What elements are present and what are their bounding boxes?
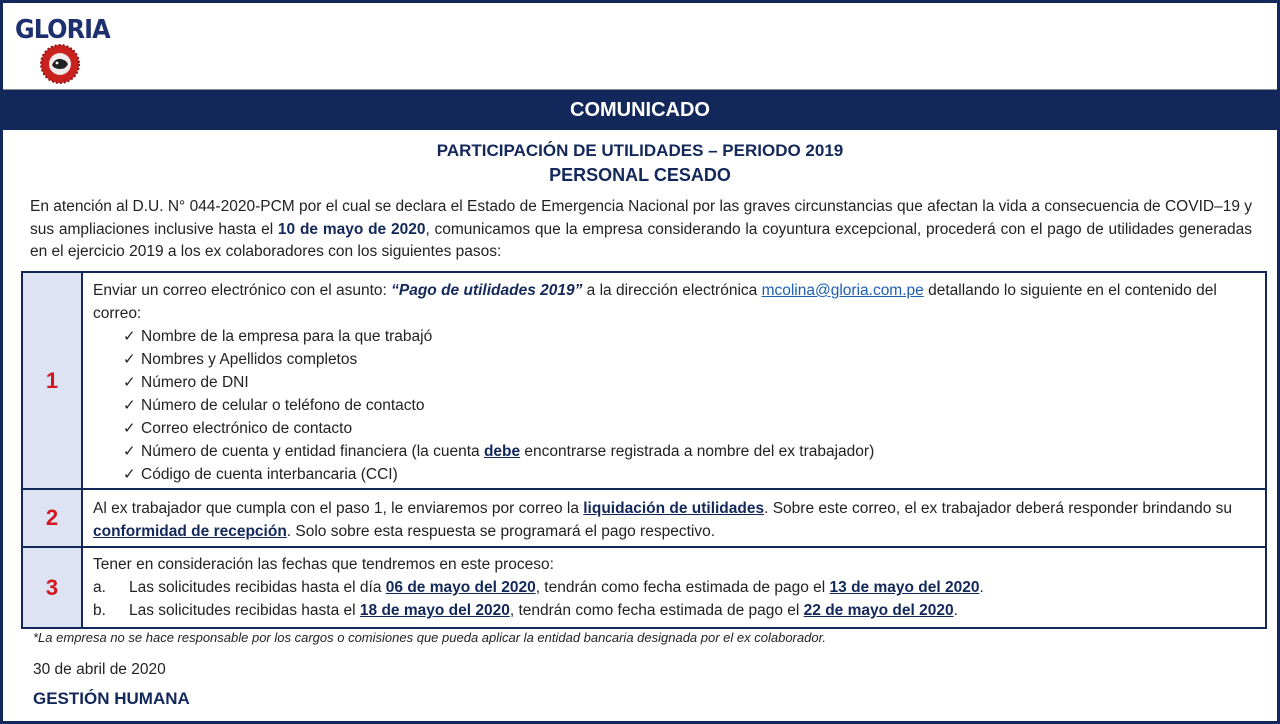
received-date: 18 de mayo del 2020 (359, 602, 510, 619)
check-icon: ✓ (123, 466, 136, 483)
heading-line-1: PARTICIPACIÓN DE UTILIDADES – PERIODO 2019 (436, 141, 844, 160)
date-item-b (93, 599, 1251, 622)
checklist-text: Número de celular o teléfono de contacto (141, 397, 425, 414)
item-text (129, 599, 958, 622)
check-icon: ✓ (123, 351, 136, 368)
step-number: 3 (23, 548, 83, 627)
email-subject: “Pago de utilidades 2019” (391, 282, 583, 299)
step-number: 1 (23, 273, 83, 488)
check-icon: ✓ (123, 397, 136, 414)
payment-date: 13 de mayo del 2020 (829, 579, 980, 596)
cow-seal-icon (39, 43, 81, 85)
step-2-text-a: Al ex trabajador que cumpla con el paso 1, le enviaremos por correo la (93, 500, 584, 517)
heading-line-2: PERSONAL CESADO (549, 165, 731, 185)
item-text-c: . (953, 602, 958, 619)
step-1-text-b: a la dirección electrónica (582, 282, 762, 299)
step-2-text-b: . Sobre este correo, el ex trabajador deberá responder brindando su (764, 500, 1232, 517)
payment-date: 22 de mayo del 2020 (803, 602, 954, 619)
emphasis-debe: debe (483, 443, 521, 460)
checklist-text: Nombres y Apellidos completos (141, 351, 358, 368)
step-number: 2 (23, 490, 83, 546)
checklist-item (123, 417, 1251, 440)
check-icon: ✓ (123, 374, 136, 391)
step-1-text-a: Enviar un correo electrónico con el asunto: (93, 282, 392, 299)
check-icon: ✓ (123, 420, 136, 437)
checklist (93, 325, 1251, 486)
step-1-instruction (93, 279, 1251, 325)
liquidation-emphasis: liquidación de utilidades (583, 500, 765, 517)
disclaimer-footnote: *La empresa no se hace responsable por los cargos o comisiones que pueda aplicar la entidad bancaria designada por el ex colaborador. (33, 630, 827, 645)
step-3-intro: Tener en consideración las fechas que tendremos en este proceso: (93, 556, 554, 573)
checklist-item (123, 325, 1251, 348)
item-letter: a. (93, 579, 106, 596)
check-icon: ✓ (123, 443, 136, 460)
intro-text-1: En atención al D.U. N° 044-2020-PCM por el cual se declara el Estado de Emergencia Nacional por las graves circunstancias que afectan la vida a consecuencia de COVID–19 y sus ampliaciones inclusive hasta el (30, 198, 1252, 238)
item-text-b: , tendrán como fecha estimada de pago el (535, 579, 830, 596)
step-row-3 (23, 548, 1265, 627)
step-content (83, 273, 1265, 488)
step-1-text-c: detallando lo siguiente en el contenido del correo: (93, 282, 1217, 322)
email-link[interactable]: mcolina@gloria.com.pe (761, 282, 924, 299)
banner (3, 90, 1277, 130)
gloria-logo (13, 15, 113, 87)
item-text-b: , tendrán como fecha estimada de pago el (509, 602, 804, 619)
checklist-text: Nombre de la empresa para la que trabajó (141, 328, 433, 345)
conformity-emphasis: conformidad de recepción (93, 523, 287, 540)
checklist-item (123, 394, 1251, 417)
checklist-text: Número de cuenta y entidad financiera (la cuenta (141, 443, 484, 460)
step-row-2 (23, 490, 1265, 548)
item-text-c: . (979, 579, 984, 596)
checklist-text: Correo electrónico de contacto (141, 420, 353, 437)
intro-text-2: , comunicamos que la empresa considerando la coyuntura excepcional, procederá con el pago de utilidades generadas en el ejercicio 2019 a los ex colaboradores con los siguientes pasos: (30, 220, 1252, 260)
item-letter: b. (93, 602, 106, 619)
check-icon: ✓ (123, 328, 136, 345)
checklist-item (123, 348, 1251, 371)
checklist-text: Número de DNI (141, 374, 249, 391)
checklist-item (123, 440, 1251, 463)
logo-wordmark: GLORIA (15, 15, 110, 45)
steps-table (21, 271, 1267, 629)
step-content (83, 548, 1265, 627)
step-2-text-c: . Solo sobre esta respuesta se programará el pago respectivo. (286, 523, 716, 540)
checklist-item (123, 463, 1251, 486)
checklist-item (123, 371, 1251, 394)
item-text-a: Las solicitudes recibidas hasta el (129, 602, 360, 619)
banner-title: COMUNICADO (570, 99, 710, 121)
step-content (83, 490, 1265, 546)
checklist-text: Código de cuenta interbancaria (CCI) (141, 466, 398, 483)
step-row-1 (23, 273, 1265, 490)
item-text-a: Las solicitudes recibidas hasta el día (129, 579, 386, 596)
item-text (129, 576, 984, 599)
department-signature: GESTIÓN HUMANA (33, 689, 190, 708)
issue-date: 30 de abril de 2020 (33, 661, 166, 678)
intro-date: 10 de mayo de 2020 (277, 220, 426, 238)
received-date: 06 de mayo del 2020 (385, 579, 536, 596)
date-item-a (93, 576, 1251, 599)
intro-paragraph (30, 196, 1252, 264)
checklist-text: encontrarse registrada a nombre del ex trabajador) (520, 443, 875, 460)
